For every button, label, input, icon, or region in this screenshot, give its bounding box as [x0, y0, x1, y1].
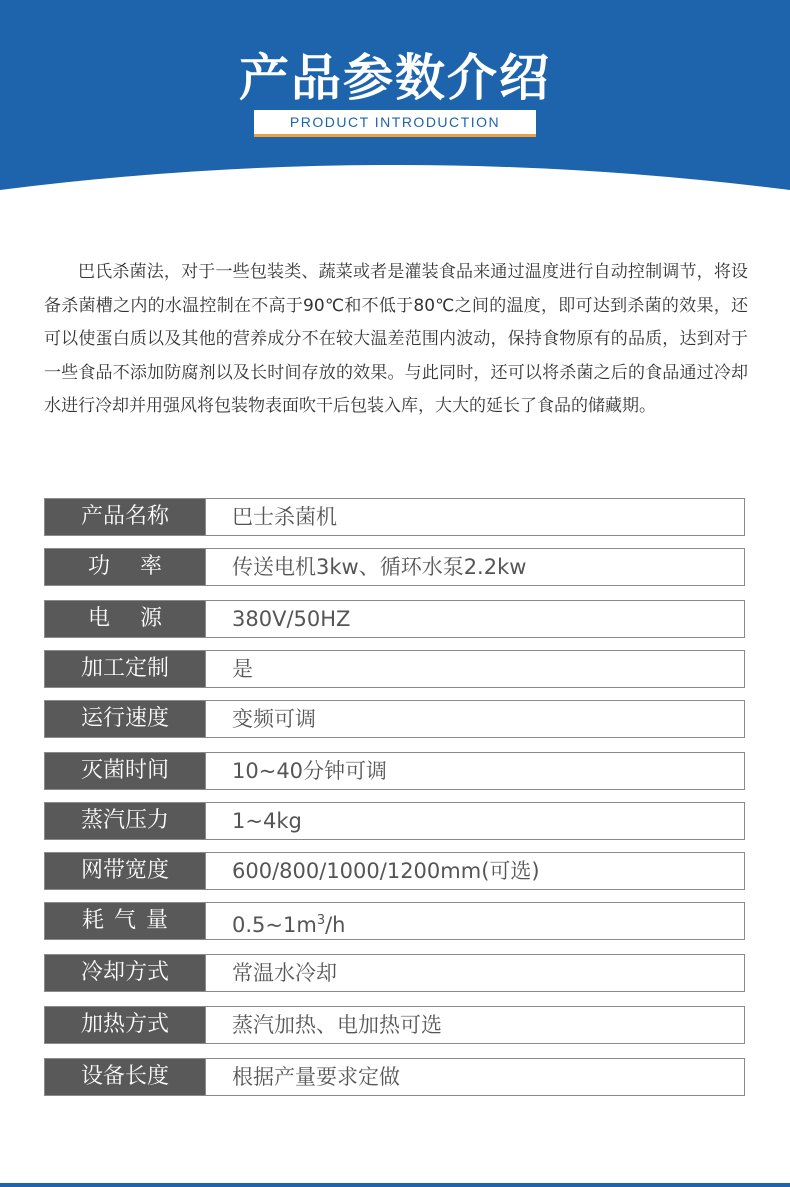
spec-value: 常温水冷却 [205, 955, 337, 991]
bottom-divider [0, 1183, 790, 1187]
spec-row [44, 498, 745, 536]
spec-row [44, 1006, 745, 1044]
spec-label: 电源 [45, 601, 205, 637]
spec-row [44, 1058, 745, 1096]
spec-label: 耗气量 [45, 903, 205, 939]
spec-label: 加工定制 [45, 651, 205, 687]
spec-label: 运行速度 [45, 701, 205, 737]
spec-value: 380V/50HZ [205, 601, 350, 637]
spec-row [44, 852, 745, 890]
spec-value-main: 0.5~1m [232, 913, 317, 937]
spec-value: 10~40分钟可调 [205, 753, 387, 789]
spec-value: 是 [205, 651, 253, 687]
spec-label: 冷却方式 [45, 955, 205, 991]
spec-row [44, 600, 745, 638]
spec-value: 巴士杀菌机 [205, 499, 337, 535]
spec-value: 根据产量要求定做 [205, 1059, 400, 1095]
spec-row [44, 650, 745, 688]
spec-label: 蒸汽压力 [45, 803, 205, 839]
spec-value-unit: /h [325, 913, 346, 937]
subtitle-badge [254, 110, 536, 137]
spec-label: 产品名称 [45, 499, 205, 535]
spec-row [44, 902, 745, 940]
spec-value: 变频可调 [205, 701, 316, 737]
spec-value: 600/800/1000/1200mm(可选) [205, 853, 540, 889]
spec-label: 加热方式 [45, 1007, 205, 1043]
spec-label: 设备长度 [45, 1059, 205, 1095]
spec-value: 蒸汽加热、电加热可选 [205, 1007, 442, 1043]
page-subtitle: PRODUCT INTRODUCTION [289, 114, 501, 130]
spec-row [44, 954, 745, 992]
spec-label: 网带宽度 [45, 853, 205, 889]
intro-paragraph: 巴氏杀菌法，对于一些包装类、蔬菜或者是灌装食品来通过温度进行自动控制调节，将设备杀菌槽之内的水温控制在不高于90℃和不低于80℃之间的温度，即可达到杀菌的效果，还可以使蛋白质以及其他的营养成分不在较大温差范围内波动，保持食物原有的品质，达到对于一些食品不添加防腐剂以及长时间存放的效果。与此同时，还可以将杀菌之后的食品通过冷却水进行冷却并用强风将包装物表面吹干后包装入库，大大的延长了食品的储藏期。 [44, 262, 748, 416]
spec-label: 灭菌时间 [45, 753, 205, 789]
page-title: 产品参数介绍 [239, 49, 551, 107]
spec-value: 1~4kg [205, 803, 302, 839]
spec-row [44, 752, 745, 790]
spec-label: 功率 [45, 549, 205, 585]
spec-value-superscript: 3 [316, 913, 326, 928]
spec-row [44, 700, 745, 738]
spec-row [44, 802, 745, 840]
spec-row [44, 548, 745, 586]
spec-value [205, 903, 345, 939]
spec-value: 传送电机3kw、循环水泵2.2kw [205, 549, 526, 585]
